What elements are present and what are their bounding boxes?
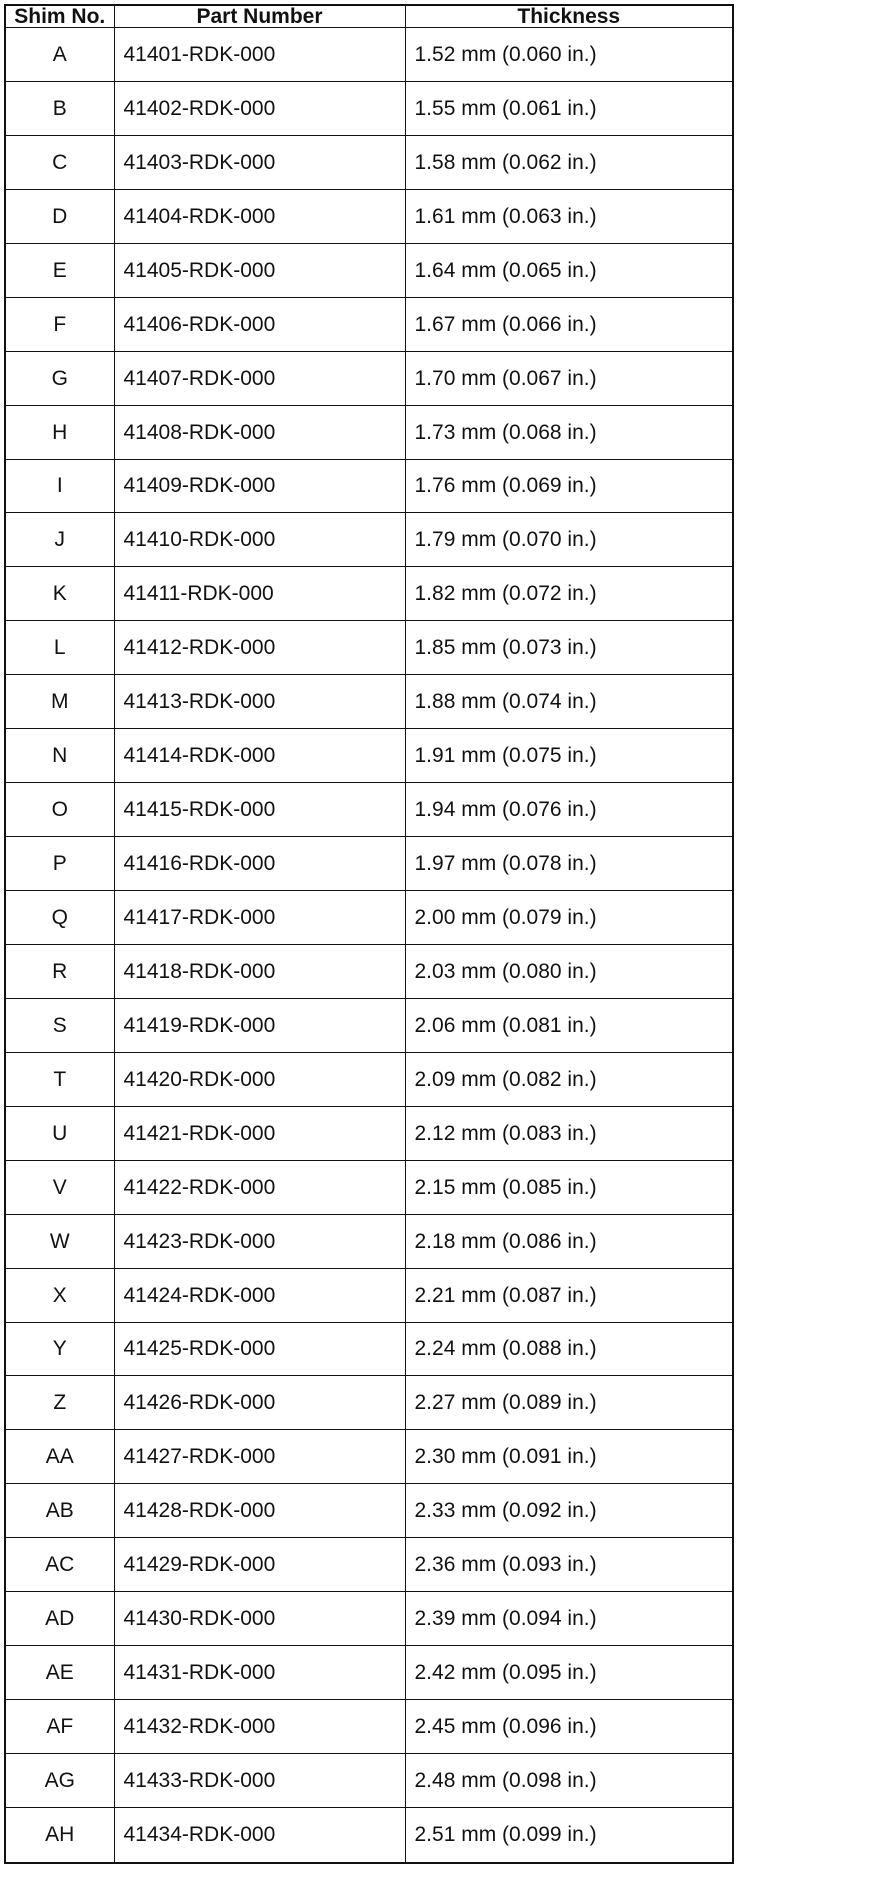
shim-table <box>4 4 734 1864</box>
cell-shim-no: O <box>5 783 114 837</box>
table-row <box>5 944 733 998</box>
header-part-number: Part Number <box>114 5 405 28</box>
cell-part-number: 41409-RDK-000 <box>114 459 405 513</box>
cell-thickness: 1.94 mm (0.076 in.) <box>405 783 733 837</box>
table-row <box>5 567 733 621</box>
cell-shim-no: K <box>5 567 114 621</box>
table-row <box>5 729 733 783</box>
table-row <box>5 1322 733 1376</box>
cell-thickness: 1.64 mm (0.065 in.) <box>405 243 733 297</box>
header-row <box>5 5 733 28</box>
cell-thickness: 2.30 mm (0.091 in.) <box>405 1430 733 1484</box>
table-row <box>5 783 733 837</box>
cell-shim-no: E <box>5 243 114 297</box>
cell-thickness: 1.91 mm (0.075 in.) <box>405 729 733 783</box>
table-row <box>5 1268 733 1322</box>
table-row <box>5 1700 733 1754</box>
cell-part-number: 41432-RDK-000 <box>114 1700 405 1754</box>
cell-part-number: 41431-RDK-000 <box>114 1646 405 1700</box>
cell-part-number: 41414-RDK-000 <box>114 729 405 783</box>
cell-shim-no: W <box>5 1214 114 1268</box>
table-row <box>5 891 733 945</box>
cell-part-number: 41408-RDK-000 <box>114 405 405 459</box>
cell-thickness: 2.48 mm (0.098 in.) <box>405 1754 733 1808</box>
table-row <box>5 135 733 189</box>
cell-thickness: 2.15 mm (0.085 in.) <box>405 1160 733 1214</box>
cell-shim-no: AG <box>5 1754 114 1808</box>
cell-shim-no: F <box>5 297 114 351</box>
cell-part-number: 41421-RDK-000 <box>114 1106 405 1160</box>
cell-part-number: 41425-RDK-000 <box>114 1322 405 1376</box>
cell-shim-no: AD <box>5 1592 114 1646</box>
cell-part-number: 41424-RDK-000 <box>114 1268 405 1322</box>
cell-shim-no: A <box>5 28 114 82</box>
cell-part-number: 41433-RDK-000 <box>114 1754 405 1808</box>
table-row <box>5 243 733 297</box>
cell-shim-no: T <box>5 1052 114 1106</box>
cell-shim-no: AF <box>5 1700 114 1754</box>
cell-shim-no: B <box>5 81 114 135</box>
cell-part-number: 41416-RDK-000 <box>114 837 405 891</box>
cell-thickness: 2.06 mm (0.081 in.) <box>405 998 733 1052</box>
cell-shim-no: Q <box>5 891 114 945</box>
table-header <box>5 5 733 28</box>
cell-thickness: 1.88 mm (0.074 in.) <box>405 675 733 729</box>
cell-part-number: 41428-RDK-000 <box>114 1484 405 1538</box>
cell-thickness: 2.00 mm (0.079 in.) <box>405 891 733 945</box>
header-shim-no: Shim No. <box>5 5 114 28</box>
cell-thickness: 2.27 mm (0.089 in.) <box>405 1376 733 1430</box>
cell-part-number: 41426-RDK-000 <box>114 1376 405 1430</box>
cell-shim-no: Y <box>5 1322 114 1376</box>
cell-shim-no: AA <box>5 1430 114 1484</box>
cell-thickness: 2.51 mm (0.099 in.) <box>405 1807 733 1863</box>
cell-shim-no: J <box>5 513 114 567</box>
cell-part-number: 41434-RDK-000 <box>114 1807 405 1863</box>
cell-thickness: 1.52 mm (0.060 in.) <box>405 28 733 82</box>
cell-thickness: 2.21 mm (0.087 in.) <box>405 1268 733 1322</box>
cell-thickness: 2.42 mm (0.095 in.) <box>405 1646 733 1700</box>
table-row <box>5 1160 733 1214</box>
cell-part-number: 41420-RDK-000 <box>114 1052 405 1106</box>
cell-shim-no: M <box>5 675 114 729</box>
table-row <box>5 1430 733 1484</box>
table-row <box>5 189 733 243</box>
table-row <box>5 459 733 513</box>
table-row <box>5 1754 733 1808</box>
cell-shim-no: U <box>5 1106 114 1160</box>
cell-part-number: 41417-RDK-000 <box>114 891 405 945</box>
cell-shim-no: Z <box>5 1376 114 1430</box>
table-row <box>5 28 733 82</box>
table-row <box>5 1106 733 1160</box>
cell-part-number: 41411-RDK-000 <box>114 567 405 621</box>
cell-shim-no: G <box>5 351 114 405</box>
cell-shim-no: R <box>5 944 114 998</box>
table-row <box>5 81 733 135</box>
table-row <box>5 1376 733 1430</box>
table-row <box>5 621 733 675</box>
cell-shim-no: L <box>5 621 114 675</box>
cell-shim-no: X <box>5 1268 114 1322</box>
cell-part-number: 41410-RDK-000 <box>114 513 405 567</box>
table-row <box>5 351 733 405</box>
cell-part-number: 41418-RDK-000 <box>114 944 405 998</box>
cell-thickness: 1.73 mm (0.068 in.) <box>405 405 733 459</box>
cell-part-number: 41422-RDK-000 <box>114 1160 405 1214</box>
cell-shim-no: P <box>5 837 114 891</box>
table-row <box>5 297 733 351</box>
cell-part-number: 41402-RDK-000 <box>114 81 405 135</box>
table-row <box>5 1807 733 1863</box>
cell-part-number: 41423-RDK-000 <box>114 1214 405 1268</box>
cell-part-number: 41427-RDK-000 <box>114 1430 405 1484</box>
cell-part-number: 41429-RDK-000 <box>114 1538 405 1592</box>
table-row <box>5 1592 733 1646</box>
cell-thickness: 2.39 mm (0.094 in.) <box>405 1592 733 1646</box>
table-row <box>5 998 733 1052</box>
cell-thickness: 1.97 mm (0.078 in.) <box>405 837 733 891</box>
table-row <box>5 1538 733 1592</box>
cell-shim-no: N <box>5 729 114 783</box>
cell-part-number: 41404-RDK-000 <box>114 189 405 243</box>
cell-thickness: 1.55 mm (0.061 in.) <box>405 81 733 135</box>
cell-thickness: 1.58 mm (0.062 in.) <box>405 135 733 189</box>
cell-thickness: 1.85 mm (0.073 in.) <box>405 621 733 675</box>
cell-thickness: 2.33 mm (0.092 in.) <box>405 1484 733 1538</box>
cell-thickness: 2.09 mm (0.082 in.) <box>405 1052 733 1106</box>
cell-shim-no: I <box>5 459 114 513</box>
table-row <box>5 1484 733 1538</box>
cell-shim-no: AC <box>5 1538 114 1592</box>
cell-part-number: 41401-RDK-000 <box>114 28 405 82</box>
header-thickness: Thickness <box>405 5 733 28</box>
cell-part-number: 41415-RDK-000 <box>114 783 405 837</box>
cell-part-number: 41413-RDK-000 <box>114 675 405 729</box>
cell-part-number: 41405-RDK-000 <box>114 243 405 297</box>
table-row <box>5 405 733 459</box>
table-row <box>5 675 733 729</box>
cell-thickness: 2.24 mm (0.088 in.) <box>405 1322 733 1376</box>
cell-thickness: 1.79 mm (0.070 in.) <box>405 513 733 567</box>
cell-thickness: 2.12 mm (0.083 in.) <box>405 1106 733 1160</box>
cell-thickness: 1.61 mm (0.063 in.) <box>405 189 733 243</box>
cell-shim-no: H <box>5 405 114 459</box>
cell-thickness: 1.76 mm (0.069 in.) <box>405 459 733 513</box>
table-row <box>5 1052 733 1106</box>
cell-part-number: 41412-RDK-000 <box>114 621 405 675</box>
table-row <box>5 513 733 567</box>
table-body <box>5 28 733 1864</box>
cell-thickness: 1.70 mm (0.067 in.) <box>405 351 733 405</box>
cell-shim-no: AH <box>5 1807 114 1863</box>
table-row <box>5 837 733 891</box>
cell-part-number: 41406-RDK-000 <box>114 297 405 351</box>
table-row <box>5 1646 733 1700</box>
cell-thickness: 2.45 mm (0.096 in.) <box>405 1700 733 1754</box>
cell-shim-no: V <box>5 1160 114 1214</box>
cell-part-number: 41403-RDK-000 <box>114 135 405 189</box>
cell-shim-no: C <box>5 135 114 189</box>
cell-shim-no: AE <box>5 1646 114 1700</box>
cell-shim-no: AB <box>5 1484 114 1538</box>
cell-part-number: 41419-RDK-000 <box>114 998 405 1052</box>
cell-part-number: 41430-RDK-000 <box>114 1592 405 1646</box>
cell-thickness: 2.03 mm (0.080 in.) <box>405 944 733 998</box>
cell-thickness: 1.67 mm (0.066 in.) <box>405 297 733 351</box>
table-row <box>5 1214 733 1268</box>
cell-thickness: 2.36 mm (0.093 in.) <box>405 1538 733 1592</box>
cell-thickness: 1.82 mm (0.072 in.) <box>405 567 733 621</box>
cell-part-number: 41407-RDK-000 <box>114 351 405 405</box>
cell-shim-no: S <box>5 998 114 1052</box>
cell-thickness: 2.18 mm (0.086 in.) <box>405 1214 733 1268</box>
cell-shim-no: D <box>5 189 114 243</box>
